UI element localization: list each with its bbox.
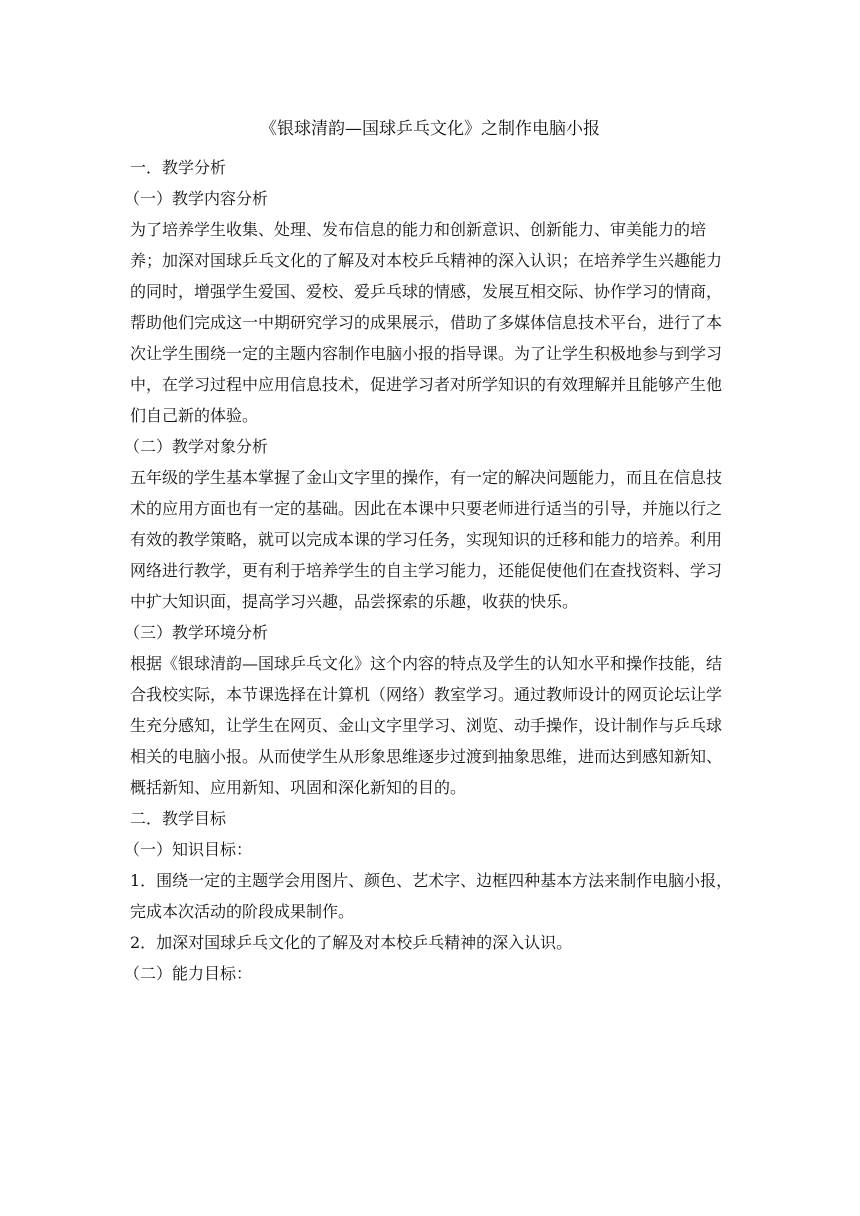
section-heading-teaching-goals: 二．教学目标	[130, 809, 227, 828]
subsection-heading-object-analysis: （二）教学对象分析	[124, 437, 269, 456]
subsection-heading-content-analysis: （一）教学内容分析	[124, 189, 269, 208]
paragraph-environment-analysis: 根据《银球清韵—国球乒乓文化》这个内容的特点及学生的认知水平和操作技能，结合我校实际，本节课选择在计算机（网络）教室学习。通过教师设计的网页论坛让学生充分感知，让学生在网页、金山文字里学习、浏览、动手操作，设计制作与乒乓球相关的电脑小报。从而使学生从形象思维逐步过渡到抽象思维，进而达到感知新知、概括新知、应用新知、巩固和深化新知的目的。	[130, 654, 723, 797]
subsection-heading-knowledge-goals: （一）知识目标：	[124, 840, 253, 859]
list-item-knowledge-goal-1: 1．围绕一定的主题学会用图片、颜色、艺术字、边框四种基本方法来制作电脑小报，完成本次活动的阶段成果制作。	[130, 871, 733, 921]
subsection-heading-environment-analysis: （三）教学环境分析	[124, 623, 269, 642]
paragraph-object-analysis: 五年级的学生基本掌握了金山文字里的操作，有一定的解决问题能力，而且在信息技术的应用方面也有一定的基础。因此在本课中只要老师进行适当的引导，并施以行之有效的教学策略，就可以完成本课的学习任务，实现知识的迁移和能力的培养。利用网络进行教学，更有利于培养学生的自主学习能力，还能促使他们在查找资料、学习中扩大知识面，提高学习兴趣，品尝探索的乐趣，收获的快乐。	[130, 468, 723, 611]
document-title: 《银球清韵—国球乒乓文化》之制作电脑小报	[260, 119, 600, 139]
list-item-knowledge-goal-2: 2．加深对国球乒乓文化的了解及对本校乒乓精神的深入认识。	[130, 933, 573, 952]
subsection-heading-ability-goals: （二）能力目标：	[124, 964, 253, 983]
paragraph-content-analysis: 为了培养学生收集、处理、发布信息的能力和创新意识、创新能力、审美能力的培养；加深对国球乒乓文化的了解及对本校乒乓精神的深入认识；在培养学生兴趣能力的同时，增强学生爱国、爱校、爱乒乓球的情感，发展互相交际、协作学习的情商，帮助他们完成这一中期研究学习的成果展示，借助了多媒体信息技术平台，进行了本次让学生围绕一定的主题内容制作电脑小报的指导课。为了让学生积极地参与到学习中，在学习过程中应用信息技术，促进学习者对所学知识的有效理解并且能够产生他们自己新的体验。	[130, 220, 723, 425]
document-body	[124, 152, 734, 989]
section-heading-teaching-analysis: 一．教学分析	[130, 158, 227, 177]
